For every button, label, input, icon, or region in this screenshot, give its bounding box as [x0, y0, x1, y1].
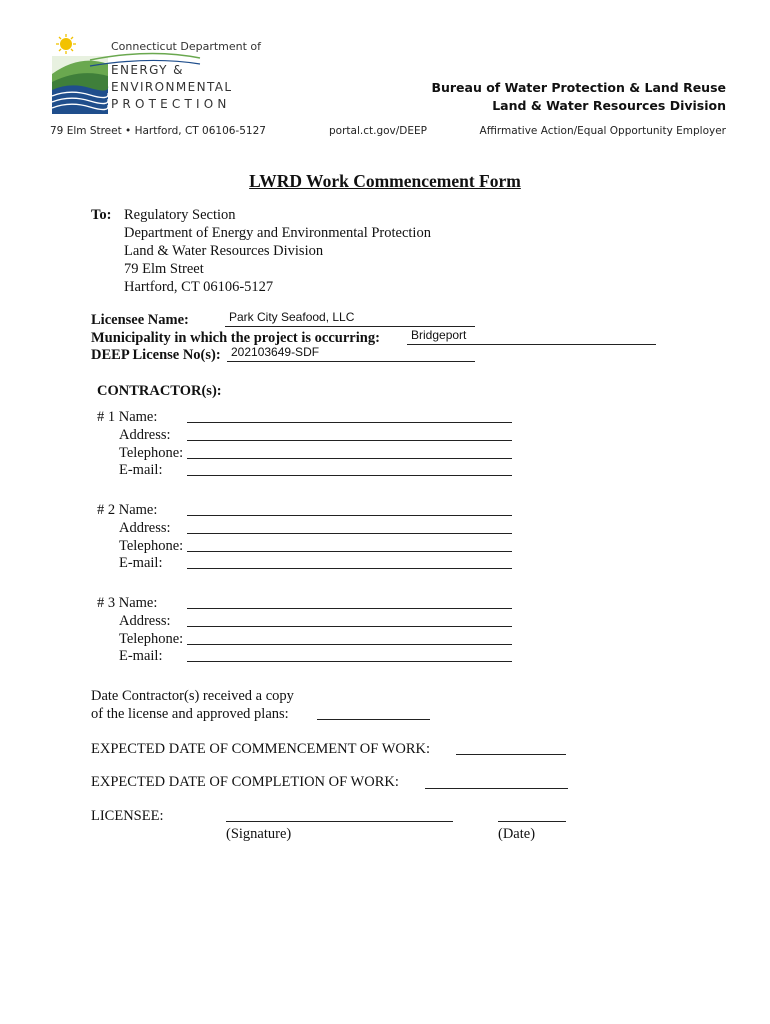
- licensee-signature-label: LICENSEE:: [91, 808, 164, 824]
- contractor-1-name-label: # 1 Name:: [97, 409, 158, 425]
- to-line: Hartford, CT 06106-5127: [124, 279, 274, 295]
- completion-label: EXPECTED DATE OF COMPLETION OF WORK:: [91, 774, 399, 790]
- form-title: LWRD Work Commencement Form: [249, 171, 521, 191]
- division-name: Land & Water Resources Division: [492, 98, 726, 113]
- commencement-date-field[interactable]: [456, 737, 566, 755]
- contractors-heading: CONTRACTOR(s):: [97, 383, 222, 399]
- employer-statement: Affirmative Action/Equal Opportunity Employer: [479, 125, 726, 137]
- to-label: To:: [91, 207, 112, 223]
- copy-received-date-field[interactable]: [317, 702, 430, 720]
- contractor-3-address-field[interactable]: [187, 609, 512, 627]
- logo-line-protection: PROTECTION: [111, 97, 231, 111]
- bureau-name: Bureau of Water Protection & Land Reuse: [431, 80, 726, 95]
- logo-line-environmental: ENVIRONMENTAL: [111, 80, 233, 94]
- contractor-3-email-label: E-mail:: [119, 648, 163, 664]
- contractor-1-telephone-field[interactable]: [187, 441, 512, 459]
- signature-date-field[interactable]: [498, 804, 566, 822]
- contractor-1-address-label: Address:: [119, 427, 171, 443]
- contractor-3-email-field[interactable]: [187, 644, 512, 662]
- agency-address: 79 Elm Street • Hartford, CT 06106-5127: [50, 125, 266, 137]
- signature-field[interactable]: [226, 804, 453, 822]
- commencement-label: EXPECTED DATE OF COMMENCEMENT OF WORK:: [91, 741, 431, 757]
- to-line: Land & Water Resources Division: [124, 243, 324, 259]
- license-no-field[interactable]: 202103649-SDF: [227, 344, 475, 362]
- contractor-2-address-field[interactable]: [187, 516, 512, 534]
- contractor-3-name-label: # 3 Name:: [97, 595, 158, 611]
- licensee-name-label: Licensee Name:: [91, 312, 189, 328]
- to-line: 79 Elm Street: [124, 261, 204, 277]
- municipality-label: Municipality in which the project is occurring:: [91, 330, 380, 346]
- contractor-3-telephone-label: Telephone:: [119, 631, 184, 647]
- contractor-2-email-label: E-mail:: [119, 555, 163, 571]
- contractor-3-name-field[interactable]: [187, 591, 512, 609]
- contractor-3-address-label: Address:: [119, 613, 171, 629]
- portal-link[interactable]: portal.ct.gov/DEEP: [329, 125, 427, 137]
- contractor-1-telephone-label: Telephone:: [119, 445, 184, 461]
- completion-date-field[interactable]: [425, 771, 568, 789]
- contractor-1-email-field[interactable]: [187, 458, 512, 476]
- municipality-field[interactable]: Bridgeport: [407, 327, 656, 345]
- license-no-label: DEEP License No(s):: [91, 347, 221, 363]
- contractor-3-telephone-field[interactable]: [187, 627, 512, 645]
- to-line: Regulatory Section: [124, 207, 236, 223]
- to-line: Department of Energy and Environmental Protection: [124, 225, 431, 241]
- contractor-1-email-label: E-mail:: [119, 462, 163, 478]
- logo-line-energy: ENERGY &: [111, 63, 184, 77]
- copy-received-label-2: of the license and approved plans:: [91, 706, 289, 722]
- contractor-2-name-label: # 2 Name:: [97, 502, 158, 518]
- contractor-2-name-field[interactable]: [187, 498, 512, 516]
- contractor-2-address-label: Address:: [119, 520, 171, 536]
- contractor-1-address-field[interactable]: [187, 423, 512, 441]
- contractor-2-telephone-field[interactable]: [187, 534, 512, 552]
- signature-caption: (Signature): [226, 826, 292, 842]
- date-caption: (Date): [498, 826, 536, 842]
- copy-received-label: Date Contractor(s) received a copy: [91, 688, 294, 704]
- contractor-2-telephone-label: Telephone:: [119, 538, 184, 554]
- licensee-name-field[interactable]: Park City Seafood, LLC: [225, 309, 475, 327]
- contractor-2-email-field[interactable]: [187, 551, 512, 569]
- contractor-1-name-field[interactable]: [187, 405, 512, 423]
- logo-agency-prefix: Connecticut Department of: [111, 40, 262, 53]
